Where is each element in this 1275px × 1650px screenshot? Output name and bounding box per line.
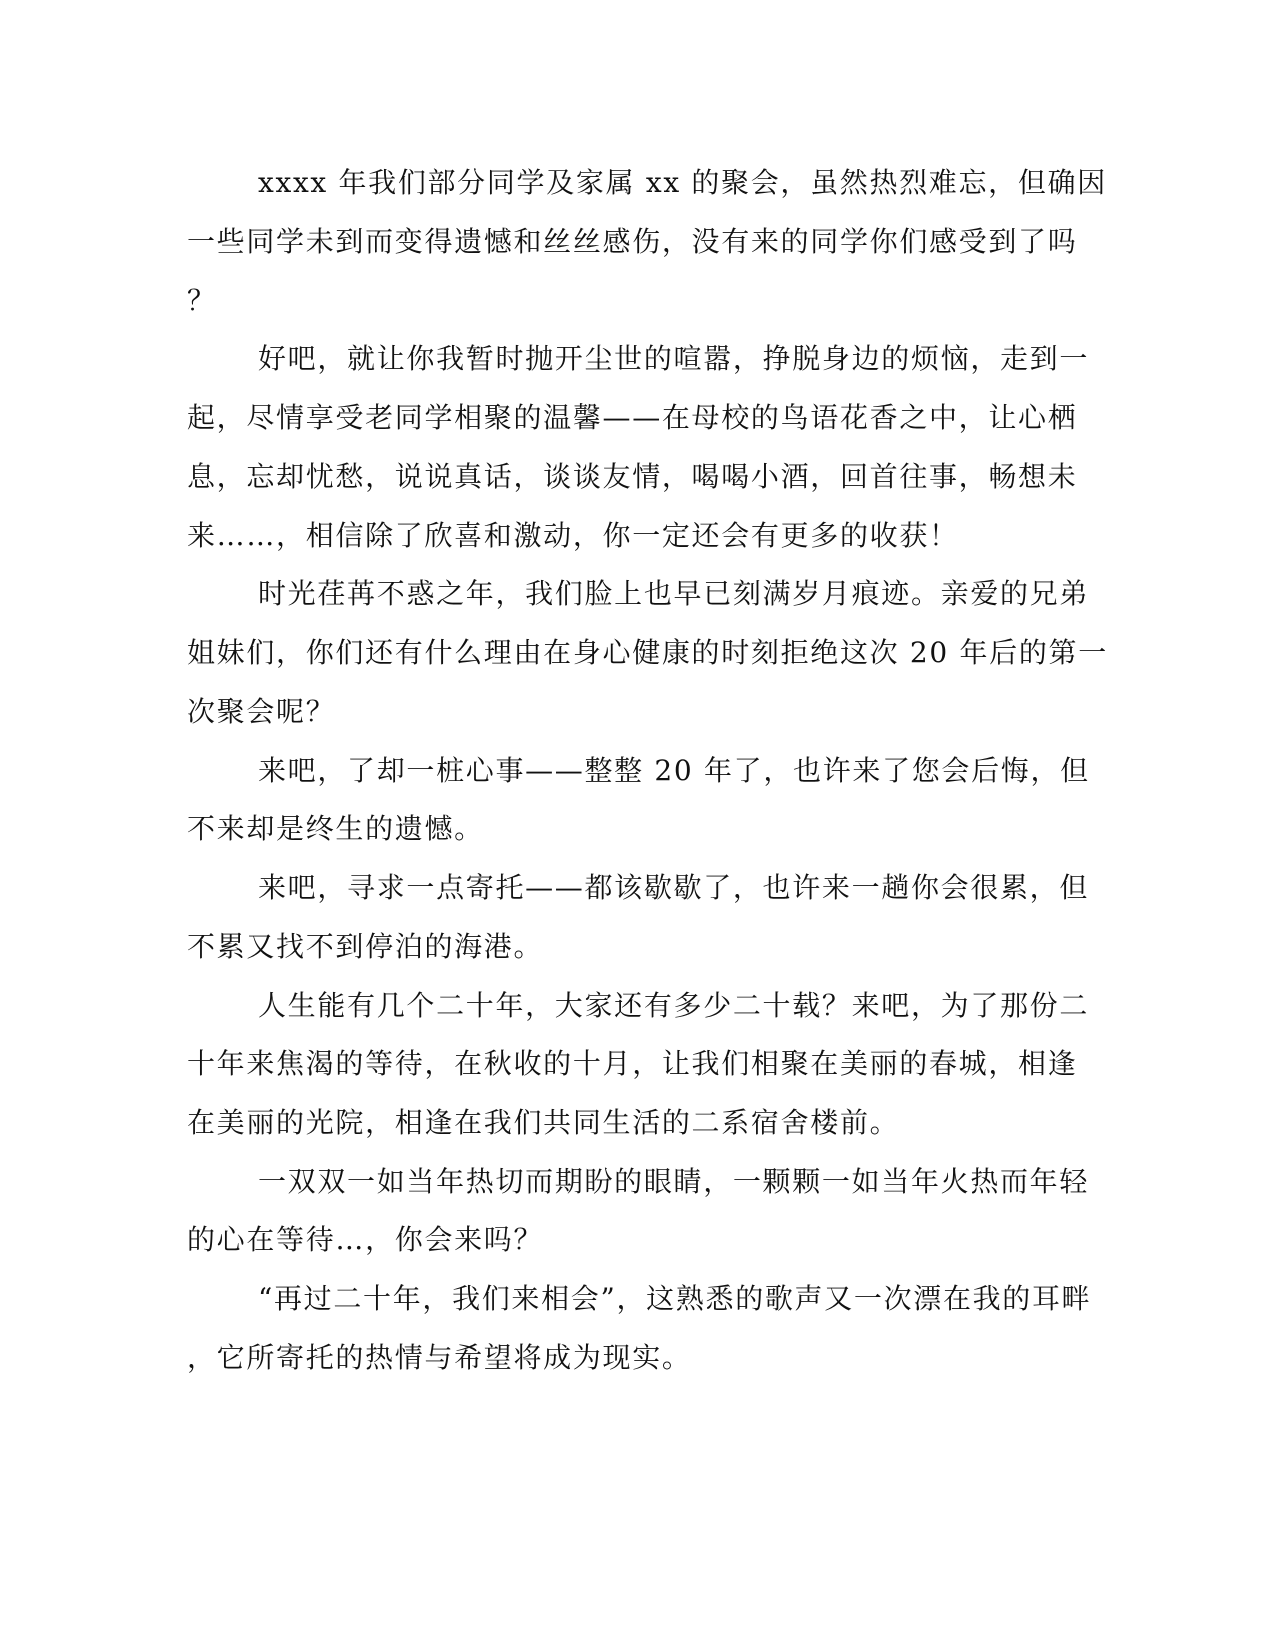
paragraph-1-line-1: xxxx 年我们部分同学及家属 xx 的聚会，虽然热烈难忘，但确因 (258, 166, 1107, 199)
paragraph-5-line-1: 来吧，寻求一点寄托——都该歇歇了，也许来一趟你会很累，但 (258, 871, 1090, 904)
paragraph-8-line-2: ，它所寄托的热情与希望将成为现实。 (187, 1341, 692, 1374)
paragraph-8-line-1: “再过二十年，我们来相会”，这熟悉的歌声又一次漂在我的耳畔 (258, 1282, 1092, 1315)
paragraph-2-line-4: 来……，相信除了欣喜和激动，你一定还会有更多的收获！ (187, 519, 959, 552)
paragraph-3-line-2: 姐妹们，你们还有什么理由在身心健康的时刻拒绝这次 20 年后的第一 (187, 636, 1108, 669)
paragraph-2-line-1: 好吧，就让你我暂时抛开尘世的喧嚣，挣脱身边的烦恼，走到一 (258, 342, 1090, 375)
paragraph-3-line-3: 次聚会呢？ (187, 695, 336, 728)
paragraph-4-line-2: 不来却是终生的遗憾。 (187, 812, 484, 845)
paragraph-1-line-2: 一些同学未到而变得遗憾和丝丝感伤，没有来的同学你们感受到了吗 (187, 225, 1078, 258)
paragraph-6-line-2: 十年来焦渴的等待，在秋收的十月，让我们相聚在美丽的春城，相逢 (187, 1047, 1078, 1080)
paragraph-6-line-3: 在美丽的光院，相逢在我们共同生活的二系宿舍楼前。 (187, 1106, 900, 1139)
paragraph-6-line-1: 人生能有几个二十年，大家还有多少二十载？来吧，为了那份二 (258, 989, 1090, 1022)
paragraph-7-line-1: 一双双一如当年热切而期盼的眼睛，一颗颗一如当年火热而年轻 (258, 1165, 1090, 1198)
paragraph-7-line-2: 的心在等待…，你会来吗？ (187, 1223, 544, 1256)
paragraph-4-line-1: 来吧，了却一桩心事——整整 20 年了，也许来了您会后悔，但 (258, 754, 1090, 787)
paragraph-5-line-2: 不累又找不到停泊的海港。 (187, 930, 544, 963)
paragraph-2-line-2: 起，尽情享受老同学相聚的温馨——在母校的鸟语花香之中，让心栖 (187, 401, 1078, 434)
paragraph-3-line-1: 时光荏苒不惑之年，我们脸上也早已刻满岁月痕迹。亲爱的兄弟 (258, 577, 1090, 610)
paragraph-2-line-3: 息，忘却忧愁，说说真话，谈谈友情，喝喝小酒，回首往事，畅想未 (187, 460, 1078, 493)
paragraph-1-line-3: ？ (187, 284, 217, 317)
